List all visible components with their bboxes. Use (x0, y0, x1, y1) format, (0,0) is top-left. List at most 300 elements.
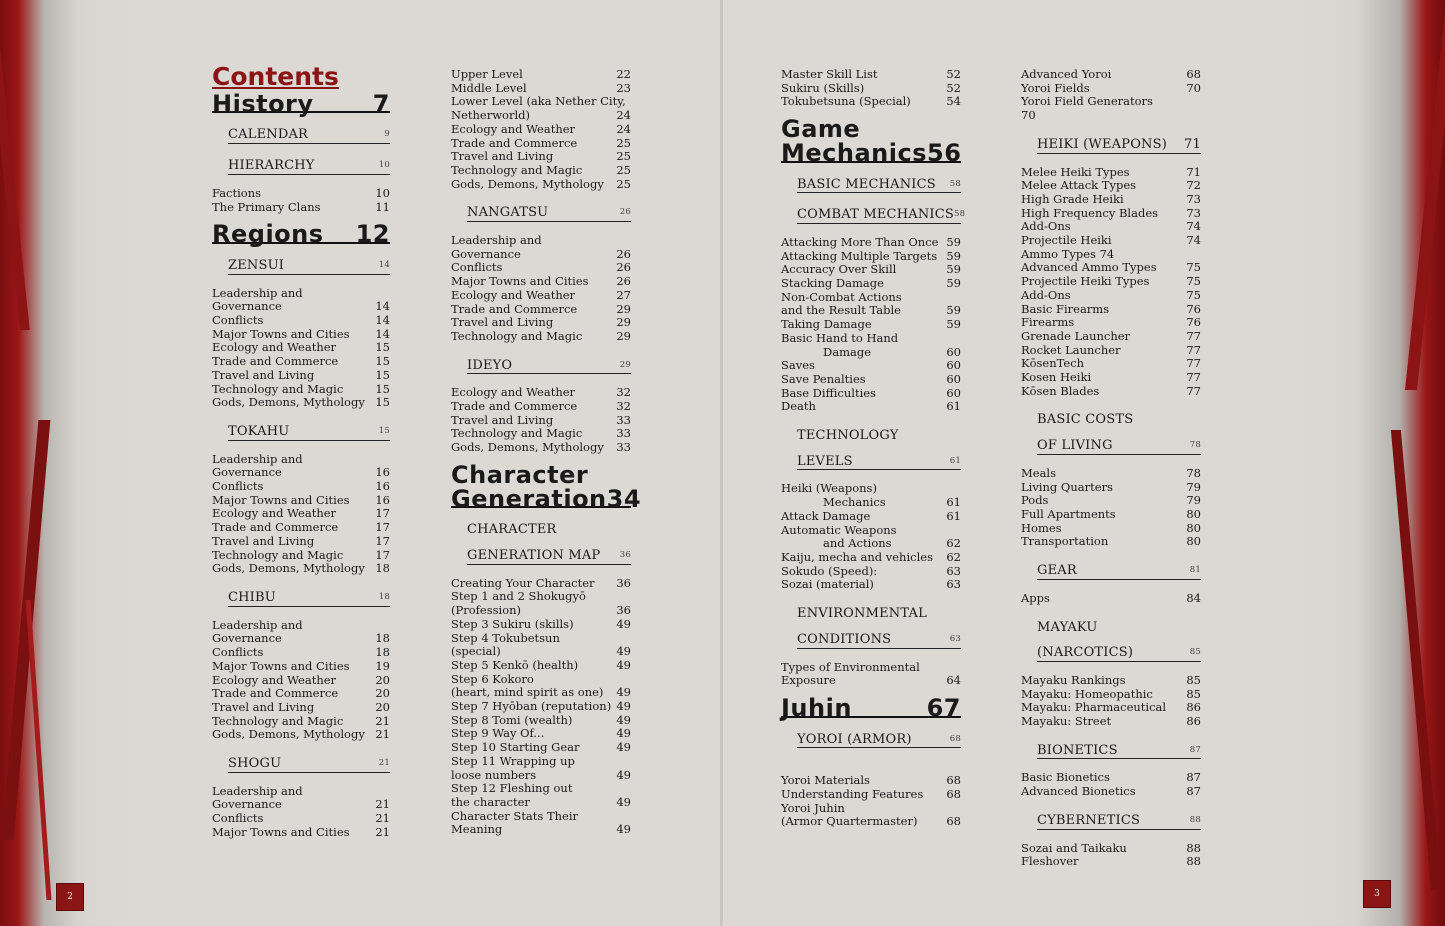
entry-title: Ammo Types 74 (1021, 246, 1115, 261)
entry-page (947, 524, 961, 538)
entry-title: Step 1 and 2 Shokugyō (451, 589, 586, 604)
entry-page: 63 (946, 577, 961, 592)
entry-page: 25 (616, 176, 631, 191)
entry-page (1187, 248, 1201, 262)
toc-entry (212, 494, 390, 508)
section-title: (NARCOTICS) (1037, 645, 1134, 661)
toc-entry (212, 314, 390, 328)
entry-page: 79 (1186, 493, 1201, 508)
section-title: OF LIVING (1037, 438, 1113, 454)
toc-entry (781, 277, 961, 291)
entry-title: and Actions (823, 536, 892, 551)
entry-page: 15 (375, 354, 390, 369)
chapter-title: Generation (451, 484, 607, 513)
entry-page: 20 (375, 686, 390, 701)
section-page: 88 (1189, 814, 1201, 825)
entry-title: Technology and Magic (451, 328, 583, 343)
entry-page: 16 (375, 492, 390, 507)
toc-entry (212, 632, 390, 646)
entry-title: Basic Firearms (1021, 301, 1110, 316)
toc-entry (212, 341, 390, 355)
entry-page: 85 (1186, 672, 1201, 687)
entry-title: Leadership and (212, 783, 303, 798)
section-heading (1037, 413, 1201, 428)
entry-page: 59 (946, 248, 961, 263)
entry-title: Mayaku: Pharmaceutical (1021, 700, 1167, 715)
chapter-heading (212, 89, 390, 118)
section-page: 68 (949, 733, 961, 744)
entry-title: Kōsen Blades (1021, 383, 1100, 398)
entry-page: 77 (1186, 370, 1201, 385)
section-heading (1037, 646, 1201, 662)
entry-title: Projectile Heiki (1021, 233, 1112, 248)
section-heading (467, 549, 631, 565)
right-page-number: 3 (1363, 880, 1391, 908)
entry-page: 63 (946, 563, 961, 578)
toc-entry (781, 359, 961, 373)
entry-page: 15 (375, 381, 390, 396)
toc-entry (212, 369, 390, 383)
entry-title: Living Quarters (1021, 479, 1113, 494)
entry-title: Ecology and Weather (451, 385, 576, 400)
entry-page: 25 (616, 135, 631, 150)
entry-title: High Grade Heiki (1021, 191, 1124, 206)
entry-title: Step 9 Way Of... (451, 726, 545, 741)
chapter-heading (781, 138, 962, 167)
entry-title: Major Towns and Cities (451, 274, 589, 289)
toc-entry (212, 562, 390, 576)
entry-title: Damage (823, 344, 872, 359)
section-title: COMBAT MECHANICS (797, 207, 954, 223)
toc-entry (451, 673, 631, 687)
entry-page: 33 (616, 440, 631, 455)
chapter-title: Game (781, 115, 861, 144)
toc-entry (1021, 95, 1201, 109)
entry-page: 49 (616, 822, 631, 837)
toc-entry (451, 82, 631, 96)
toc-entry (212, 687, 390, 701)
toc-entry (451, 123, 631, 137)
entry-title: Governance (212, 797, 282, 812)
toc-entry (451, 632, 631, 646)
entry-title: Apps (1021, 590, 1050, 605)
left-page-number: 2 (56, 883, 84, 911)
entry-title: Basic Bionetics (1021, 770, 1110, 785)
chapter-page: 56 (927, 138, 962, 167)
section-heading (1037, 744, 1201, 760)
entry-page (617, 234, 631, 248)
entry-title: Conflicts (212, 811, 264, 826)
entry-page: 20 (375, 672, 390, 687)
entry-title: Leadership and (212, 285, 303, 300)
section-heading (797, 455, 961, 471)
chapter-title: History (212, 89, 314, 118)
entry-page: 17 (375, 506, 390, 521)
section-page: 21 (378, 758, 390, 769)
entry-page: 87 (1186, 784, 1201, 799)
entry-page (617, 590, 631, 604)
toc-entry (212, 383, 390, 397)
section-page: 58 (949, 178, 961, 189)
section-page: 58 (954, 209, 966, 220)
entry-page: 49 (616, 657, 631, 672)
entry-title: Gods, Demons, Mythology (212, 561, 365, 576)
toc-entry (1021, 68, 1201, 82)
entry-page: 77 (1186, 328, 1201, 343)
entry-page: 80 (1186, 520, 1201, 535)
entry-page: 16 (375, 479, 390, 494)
entry-page: 76 (1186, 301, 1201, 316)
entry-title: Base Difficulties (781, 385, 876, 400)
section-title: SHOGU (228, 756, 282, 772)
entry-page: 21 (375, 727, 390, 742)
toc-entry (781, 482, 961, 496)
entry-page: 68 (1186, 67, 1201, 81)
section-title: CHIBU (228, 589, 276, 605)
section-title: CONDITIONS (797, 631, 892, 647)
toc-entry (451, 659, 631, 673)
chapter-heading (451, 484, 642, 513)
entry-title: (heart, mind spirit as one) (451, 685, 604, 700)
entry-title: Governance (212, 465, 282, 480)
entry-page (617, 755, 631, 769)
chapter-page: 67 (926, 693, 961, 722)
entry-title: Netherworld) (451, 108, 530, 123)
entry-page: 49 (616, 794, 631, 809)
toc-entry (1021, 842, 1201, 856)
entry-title: Death (781, 399, 816, 414)
entry-page: 77 (1186, 356, 1201, 371)
entry-page: 86 (1186, 700, 1201, 715)
entry-title: Gods, Demons, Mythology (451, 440, 604, 455)
toc-entry (212, 453, 390, 467)
entry-title: Step 10 Starting Gear (451, 740, 580, 755)
entry-title: Conflicts (212, 479, 264, 494)
chapter-title: Regions (212, 220, 324, 249)
entry-title: Governance (212, 299, 282, 314)
entry-title: Advanced Bionetics (1021, 784, 1136, 799)
entry-title: Advanced Ammo Types (1021, 260, 1157, 275)
section-page: 14 (378, 259, 390, 270)
entry-title: Sozai (material) (781, 577, 874, 592)
entry-title: Saves (781, 358, 815, 373)
toc-entry (451, 150, 631, 164)
entry-title: Trade and Commerce (212, 686, 339, 701)
entry-page: 32 (616, 385, 631, 400)
section-heading (797, 607, 961, 622)
entry-title: (Profession) (451, 603, 522, 618)
toc-entry (781, 551, 961, 565)
entry-title: Travel and Living (212, 533, 315, 548)
section-title: IDEYO (467, 357, 513, 373)
entry-title: Technology and Magic (451, 162, 583, 177)
toc-entry (451, 700, 631, 714)
entry-title: Mayaku Rankings (1021, 672, 1126, 687)
entry-title: Non-Combat Actions (781, 289, 902, 304)
entry-title: Middle Level (451, 80, 527, 95)
contents-title: Contents (212, 62, 339, 91)
section-heading (467, 359, 631, 375)
entry-title: KōsenTech (1021, 356, 1085, 371)
section-heading (228, 757, 390, 773)
entry-title: Accuracy Over Skill (781, 262, 897, 277)
entry-page: 60 (946, 344, 961, 359)
toc-entry (212, 480, 390, 494)
section-page: 87 (1189, 744, 1201, 755)
entry-page: 74 (1186, 233, 1201, 248)
toc-entry (1021, 193, 1201, 207)
entry-page: 24 (616, 108, 631, 123)
entry-page: 11 (375, 199, 390, 214)
entry-page: 17 (375, 533, 390, 548)
toc-entry (1021, 179, 1201, 193)
toc-entry (451, 427, 631, 441)
toc-entry (1021, 701, 1201, 715)
entry-title: 70 (1021, 108, 1036, 123)
entry-page: 78 (1186, 465, 1201, 480)
toc-entry (451, 686, 631, 700)
section-title: CALENDAR (228, 127, 309, 143)
entry-title: Attacking More Than Once (781, 234, 939, 249)
toc-entry (781, 802, 961, 816)
toc-entry (781, 400, 961, 414)
toc-entry (1021, 771, 1201, 785)
toc-entry (451, 810, 631, 824)
entry-title: Full Apartments (1021, 506, 1116, 521)
entry-title: Ecology and Weather (451, 287, 576, 302)
entry-page: 68 (946, 787, 961, 802)
entry-title: Travel and Living (212, 367, 315, 382)
toc-entry (451, 782, 631, 796)
entry-title: The Primary Clans (212, 199, 321, 214)
entry-page: 71 (1186, 164, 1201, 179)
entry-title: Save Penalties (781, 371, 866, 386)
section-page: 26 (619, 207, 631, 218)
entry-page: 62 (946, 536, 961, 551)
entry-page: 70 (1186, 80, 1201, 95)
section-heading (797, 429, 961, 444)
section-title: ZENSUI (228, 257, 285, 273)
entry-title: Step 11 Wrapping up (451, 753, 575, 768)
toc-entry (451, 137, 631, 151)
toc-entry (451, 645, 631, 659)
toc-entry (212, 187, 390, 201)
entry-title: Firearms (1021, 315, 1075, 330)
section-heading (1037, 439, 1201, 455)
entry-title: Factions (212, 185, 262, 200)
section-heading (797, 178, 961, 194)
toc-entry (1021, 371, 1201, 385)
toc-entry (451, 727, 631, 741)
entry-page: 24 (616, 121, 631, 136)
entry-title: Taking Damage (781, 317, 872, 332)
toc-entry (451, 386, 631, 400)
section-title: TOKAHU (228, 423, 290, 439)
entry-title: Gods, Demons, Mythology (212, 727, 365, 742)
entry-title: Leadership and (212, 617, 303, 632)
toc-entry (212, 507, 390, 521)
entry-title: (special) (451, 644, 501, 659)
entry-page: 75 (1186, 274, 1201, 289)
entry-page: 22 (616, 67, 631, 81)
entry-page: 77 (1186, 342, 1201, 357)
entry-title: Melee Attack Types (1021, 178, 1137, 193)
entry-title: Step 12 Fleshing out (451, 781, 573, 796)
toc-entry (451, 95, 631, 109)
entry-title: Tokubetsuna (Special) (781, 94, 911, 109)
toc-entry (781, 510, 961, 524)
entry-page: 15 (375, 395, 390, 410)
toc-entry (781, 318, 961, 332)
toc-column-2 (451, 67, 642, 837)
entry-title: Sukiru (Skills) (781, 80, 865, 95)
toc-entry (1021, 785, 1201, 799)
entry-page: 27 (616, 287, 631, 302)
toc-entry (781, 565, 961, 579)
left-red-frame (0, 0, 130, 926)
entry-title: Gods, Demons, Mythology (212, 395, 365, 410)
entry-page: 32 (616, 399, 631, 414)
toc-entry (781, 788, 961, 802)
entry-page: 64 (946, 673, 961, 688)
toc-entry (212, 619, 390, 633)
entry-page: 33 (616, 412, 631, 427)
entry-page: 80 (1186, 534, 1201, 549)
entry-page (947, 482, 961, 496)
section-title: MAYAKU (1037, 619, 1098, 635)
entry-page: 68 (946, 814, 961, 829)
toc-entry (212, 549, 390, 563)
entry-title: Advanced Yoroi (1021, 67, 1112, 81)
section-page: 71 (1184, 136, 1201, 152)
toc-entry (451, 261, 631, 275)
toc-entry (212, 715, 390, 729)
toc-entry (451, 289, 631, 303)
toc-entry (451, 316, 631, 330)
entry-title: Yoroi Juhin (781, 800, 845, 815)
entry-title: Character Stats Their (451, 808, 579, 823)
entry-page: 17 (375, 547, 390, 562)
entry-title: Creating Your Character (451, 575, 595, 590)
entry-title: Trade and Commerce (451, 399, 578, 414)
toc-entry (212, 466, 390, 480)
section-heading (228, 128, 390, 144)
toc-entry (1021, 207, 1201, 221)
entry-page (947, 332, 961, 346)
entry-page: 75 (1186, 260, 1201, 275)
entry-page: 73 (1186, 191, 1201, 206)
entry-title: Major Towns and Cities (212, 326, 350, 341)
toc-entry (212, 535, 390, 549)
entry-title: Meals (1021, 465, 1057, 480)
toc-entry (212, 300, 390, 314)
chapter-heading (212, 220, 390, 249)
entry-title: Attacking Multiple Targets (781, 248, 938, 263)
toc-entry (451, 68, 631, 82)
entry-page: 29 (616, 328, 631, 343)
entry-page: 26 (616, 260, 631, 275)
section-page: 85 (1189, 647, 1201, 658)
entry-title: Trade and Commerce (212, 354, 339, 369)
entry-title: Master Skill List (781, 67, 878, 81)
entry-page: 62 (946, 549, 961, 564)
entry-page (617, 810, 631, 824)
entry-page: 88 (1186, 854, 1201, 869)
toc-entry (1021, 522, 1201, 536)
section-title: GENERATION MAP (467, 547, 601, 563)
toc-entry (781, 578, 961, 592)
toc-entry (781, 496, 961, 510)
entry-page: 72 (1186, 178, 1201, 193)
toc-entry (212, 660, 390, 674)
toc-entry (1021, 592, 1201, 606)
entry-title: Add-Ons (1021, 287, 1071, 302)
entry-page: 79 (1186, 479, 1201, 494)
entry-page: 76 (1186, 315, 1201, 330)
toc-entry (451, 796, 631, 810)
toc-entry (1021, 674, 1201, 688)
toc-entry (781, 304, 961, 318)
entry-page: 75 (1186, 287, 1201, 302)
entry-page: 29 (616, 301, 631, 316)
toc-entry (781, 332, 961, 346)
entry-page (376, 785, 390, 799)
entry-page: 33 (616, 426, 631, 441)
entry-page: 80 (1186, 506, 1201, 521)
toc-entry (451, 441, 631, 455)
toc-entry (1021, 275, 1201, 289)
toc-entry (451, 275, 631, 289)
toc-entry (451, 109, 631, 123)
entry-title: Travel and Living (451, 315, 554, 330)
toc-entry (451, 604, 631, 618)
section-title: TECHNOLOGY (797, 428, 899, 444)
entry-title: Stacking Damage (781, 276, 884, 291)
section-heading (467, 206, 631, 222)
entry-page (626, 95, 640, 109)
toc-entry (1021, 715, 1201, 729)
toc-entry (451, 234, 631, 248)
toc-entry (451, 577, 631, 591)
section-heading (228, 259, 390, 275)
toc-entry (781, 291, 961, 305)
section-page: 18 (378, 591, 390, 602)
entry-page: 21 (375, 713, 390, 728)
entry-title: Step 6 Kokoro (451, 671, 534, 686)
toc-entry (451, 714, 631, 728)
toc-entry (212, 798, 390, 812)
entry-page: 77 (1186, 383, 1201, 398)
toc-entry (781, 346, 961, 360)
toc-entry (451, 414, 631, 428)
entry-title: Mayaku: Homeopathic (1021, 686, 1153, 701)
entry-title: Transportation (1021, 534, 1109, 549)
entry-title: Sozai and Taikaku (1021, 840, 1127, 855)
entry-title: Types of Environmental (781, 659, 920, 674)
chapter-heading (781, 693, 961, 722)
entry-title: Trade and Commerce (212, 520, 339, 535)
section-title: BASIC COSTS (1037, 412, 1134, 428)
entry-title: Add-Ons (1021, 219, 1071, 234)
chapter-title: Mechanics (781, 138, 927, 167)
entry-page (617, 782, 631, 796)
toc-entry (212, 201, 390, 215)
entry-title: Yoroi Fields (1021, 80, 1090, 95)
toc-entry (781, 68, 961, 82)
toc-entry (451, 303, 631, 317)
entry-title: Major Towns and Cities (212, 824, 350, 839)
toc-entry (781, 95, 961, 109)
